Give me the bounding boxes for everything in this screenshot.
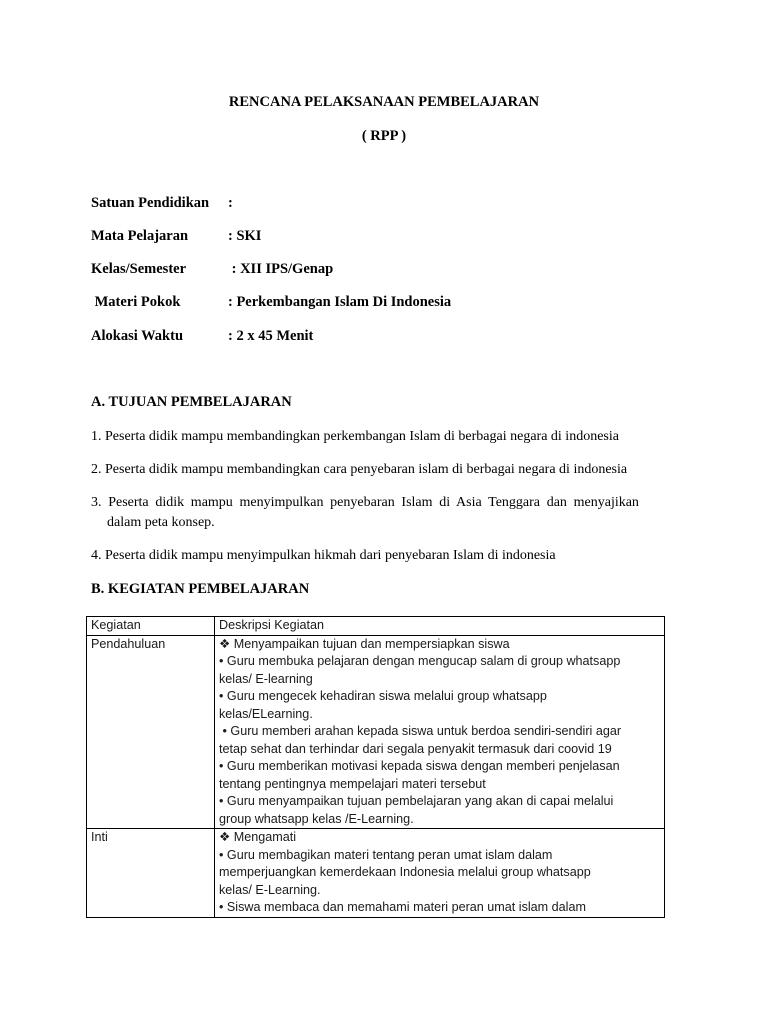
activity-description (215, 635, 665, 829)
document-title: RENCANA PELAKSANAAN PEMBELAJARAN (228, 94, 540, 110)
table-row (87, 829, 665, 918)
description-line: • Siswa membaca dan memahami materi peran umat islam dalam (219, 900, 586, 914)
activity-description (215, 829, 665, 918)
info-value: : 2 x 45 Menit (228, 328, 314, 344)
table-header-cell: Deskripsi Kegiatan (215, 617, 665, 636)
info-row-mapel (91, 228, 261, 245)
description-line: tentang pentingnya mempelajari materi tersebut (219, 776, 486, 791)
activity-name: Pendahuluan (87, 635, 215, 829)
info-row-kelas (91, 261, 333, 278)
description-line: • Guru menyampaikan tujuan pembelajaran yang akan di capai melalui (219, 794, 614, 808)
objective-item: 1. Peserta didik mampu membandingkan perkembangan Islam di berbagai negara di indonesia (91, 429, 619, 444)
info-label: Mata Pelajaran (91, 228, 189, 244)
info-label: Materi Pokok (91, 294, 181, 310)
description-line: kelas/ E-learning (219, 671, 313, 686)
description-line: ❖ Menyampaikan tujuan dan mempersiapkan siswa (219, 636, 510, 651)
objective-item-continuation: dalam peta konsep. (107, 515, 215, 530)
description-line: ❖ Mengamati (219, 830, 297, 844)
info-value: : (228, 195, 233, 211)
description-line: • Guru memberi arahan kepada siswa untuk berdoa sendiri-sendiri agar (219, 724, 622, 738)
table-header-cell: Kegiatan (87, 617, 215, 636)
info-row-alokasi (91, 328, 313, 345)
description-line: kelas/ E-Learning. (219, 882, 321, 897)
info-value: : SKI (228, 228, 262, 244)
section-a-heading: A. TUJUAN PEMBELAJARAN (91, 394, 292, 410)
description-line: group whatsapp kelas /E-Learning. (219, 811, 414, 826)
document-subtitle: ( RPP ) (361, 128, 407, 144)
description-line: memperjuangkan kemerdekaan Indonesia melalui group whatsapp (219, 865, 591, 879)
objective-item: 2. Peserta didik mampu membandingkan cara penyebaran islam di berbagai negara di indonesia (91, 462, 628, 477)
objective-item: 4. Peserta didik mampu menyimpulkan hikmah dari penyebaran Islam di indonesia (91, 548, 556, 563)
description-line: tetap sehat dan terhindar dari segala penyakit termasuk dari coovid 19 (219, 741, 612, 756)
table-row (87, 635, 665, 829)
info-label: Alokasi Waktu (91, 328, 184, 344)
info-label: Satuan Pendidikan (91, 195, 210, 211)
description-line: • Guru membagikan materi tentang peran umat islam dalam (219, 847, 553, 862)
table-header-row (87, 617, 665, 636)
description-line: kelas/ELearning. (219, 706, 313, 721)
info-label: Kelas/Semester (91, 261, 187, 277)
info-value: : Perkembangan Islam Di Indonesia (228, 294, 452, 310)
objective-item: 3. Peserta didik mampu menyimpulkan penyebaran Islam di Asia Tenggara dan menyajikan (91, 495, 639, 510)
description-line: • Guru membuka pelajaran dengan mengucap salam di group whatsapp (219, 654, 621, 668)
info-value: : XII IPS/Genap (228, 261, 334, 277)
activities-table (86, 616, 665, 918)
activity-name: Inti (87, 829, 215, 918)
description-line: • Guru memberikan motivasi kepada siswa dengan memberi penjelasan (219, 759, 620, 773)
info-row-satuan (91, 195, 233, 212)
section-b-heading: B. KEGIATAN PEMBELAJARAN (91, 581, 310, 597)
description-line: • Guru mengecek kehadiran siswa melalui group whatsapp (219, 689, 547, 703)
info-row-materi (91, 294, 451, 311)
